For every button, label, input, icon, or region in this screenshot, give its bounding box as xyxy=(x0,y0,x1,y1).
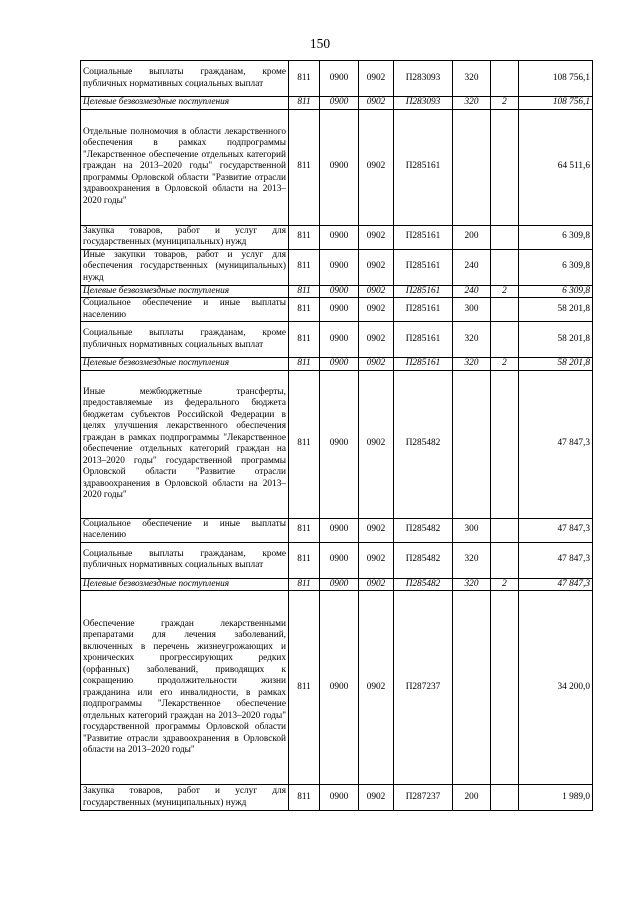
row-name-cell: Социальные выплаты гражданам, кроме публичных нормативных социальных выплат xyxy=(81,61,289,97)
source-code-cell xyxy=(491,591,519,785)
subsection-code-cell: 0902 xyxy=(359,370,394,518)
source-code-cell xyxy=(491,109,519,225)
source-code-cell xyxy=(491,249,519,285)
row-name-cell: Социальные выплаты гражданам, кроме публичных нормативных социальных выплат xyxy=(81,542,289,578)
ministry-code-cell: 811 xyxy=(289,518,320,542)
table-row xyxy=(81,97,593,110)
source-code-cell: 2 xyxy=(491,578,519,591)
source-code-cell xyxy=(491,322,519,358)
row-name-cell: Иные закупки товаров, работ и услуг для обеспечения государственных (муниципальных) нужд xyxy=(81,249,289,285)
source-code-cell xyxy=(491,298,519,322)
amount-cell: 34 200,0 xyxy=(519,591,593,785)
row-name-cell: Социальные выплаты гражданам, кроме публичных нормативных социальных выплат xyxy=(81,322,289,358)
section-code-cell: 0900 xyxy=(320,298,359,322)
target-article-code-cell: П285482 xyxy=(394,578,453,591)
target-article-code-cell: П287237 xyxy=(394,785,453,811)
subsection-code-cell: 0902 xyxy=(359,109,394,225)
table-row xyxy=(81,591,593,785)
row-name-cell: Социальное обеспечение и иные выплаты населению xyxy=(81,298,289,322)
expense-type-code-cell: 300 xyxy=(453,298,491,322)
expense-type-code-cell xyxy=(453,591,491,785)
amount-cell: 58 201,8 xyxy=(519,322,593,358)
section-code-cell: 0900 xyxy=(320,370,359,518)
section-code-cell: 0900 xyxy=(320,97,359,110)
target-article-code-cell: П285482 xyxy=(394,542,453,578)
row-name-cell: Обеспечение граждан лекарственными препаратами для лечения заболеваний, включенных в перечень жизнеугрожающих и хронических прогрессирующих редких (орфанных) заболеваний, приводящих к сокращению продолжительности жизни гражданина или его инвалидности, в рамках подпрограммы "Лекарственное обеспечение отдельных категорий граждан на 2013–2020 годы" государственной программы Орловской области "Развитие отрасли здравоохранения в Орловской области на 2013–2020 годы" xyxy=(81,591,289,785)
target-article-code-cell: П287237 xyxy=(394,591,453,785)
source-code-cell xyxy=(491,370,519,518)
amount-cell: 108 756,1 xyxy=(519,61,593,97)
subsection-code-cell: 0902 xyxy=(359,591,394,785)
section-code-cell: 0900 xyxy=(320,322,359,358)
ministry-code-cell: 811 xyxy=(289,542,320,578)
target-article-code-cell: П285161 xyxy=(394,298,453,322)
amount-cell: 108 756,1 xyxy=(519,97,593,110)
source-code-cell xyxy=(491,225,519,249)
expense-type-code-cell xyxy=(453,109,491,225)
target-article-code-cell: П285482 xyxy=(394,370,453,518)
section-code-cell: 0900 xyxy=(320,518,359,542)
expense-type-code-cell: 240 xyxy=(453,285,491,298)
row-name-cell: Целевые безвозмездные поступления xyxy=(81,578,289,591)
table-row xyxy=(81,578,593,591)
section-code-cell: 0900 xyxy=(320,249,359,285)
source-code-cell xyxy=(491,61,519,97)
section-code-cell: 0900 xyxy=(320,285,359,298)
target-article-code-cell: П285161 xyxy=(394,109,453,225)
subsection-code-cell: 0902 xyxy=(359,542,394,578)
amount-cell: 1 989,0 xyxy=(519,785,593,811)
table-row xyxy=(81,542,593,578)
subsection-code-cell: 0902 xyxy=(359,578,394,591)
ministry-code-cell: 811 xyxy=(289,285,320,298)
row-name-cell: Социальное обеспечение и иные выплаты населению xyxy=(81,518,289,542)
subsection-code-cell: 0902 xyxy=(359,225,394,249)
target-article-code-cell: П285161 xyxy=(394,358,453,371)
row-name-cell: Целевые безвозмездные поступления xyxy=(81,97,289,110)
target-article-code-cell: П285161 xyxy=(394,322,453,358)
budget-table xyxy=(80,60,593,811)
table-row xyxy=(81,298,593,322)
table-row xyxy=(81,370,593,518)
section-code-cell: 0900 xyxy=(320,225,359,249)
section-code-cell: 0900 xyxy=(320,61,359,97)
subsection-code-cell: 0902 xyxy=(359,285,394,298)
amount-cell: 47 847,3 xyxy=(519,542,593,578)
target-article-code-cell: П283093 xyxy=(394,97,453,110)
expense-type-code-cell: 240 xyxy=(453,249,491,285)
row-name-cell: Целевые безвозмездные поступления xyxy=(81,285,289,298)
ministry-code-cell: 811 xyxy=(289,322,320,358)
amount-cell: 58 201,8 xyxy=(519,298,593,322)
amount-cell: 47 847,3 xyxy=(519,578,593,591)
ministry-code-cell: 811 xyxy=(289,225,320,249)
source-code-cell: 2 xyxy=(491,97,519,110)
expense-type-code-cell: 300 xyxy=(453,518,491,542)
source-code-cell xyxy=(491,518,519,542)
amount-cell: 47 847,3 xyxy=(519,370,593,518)
amount-cell: 6 309,8 xyxy=(519,249,593,285)
ministry-code-cell: 811 xyxy=(289,358,320,371)
page-number: 150 xyxy=(309,36,331,51)
table-row xyxy=(81,285,593,298)
table-row xyxy=(81,225,593,249)
row-name-cell: Целевые безвозмездные поступления xyxy=(81,358,289,371)
ministry-code-cell: 811 xyxy=(289,785,320,811)
target-article-code-cell: П285482 xyxy=(394,518,453,542)
subsection-code-cell: 0902 xyxy=(359,61,394,97)
expense-type-code-cell: 320 xyxy=(453,578,491,591)
row-name-cell: Отдельные полномочия в области лекарственного обеспечения в рамках подпрограммы "Лекарственное обеспечение отдельных категорий граждан на 2013–2020 годы" государственной программы Орловской области "Развитие отрасли здравоохранения в Орловской области на 2013–2020 годы" xyxy=(81,109,289,225)
amount-cell: 6 309,8 xyxy=(519,285,593,298)
table-row xyxy=(81,322,593,358)
row-name-cell: Закупка товаров, работ и услуг для государственных (муниципальных) нужд xyxy=(81,785,289,811)
subsection-code-cell: 0902 xyxy=(359,518,394,542)
expense-type-code-cell: 320 xyxy=(453,542,491,578)
table-row xyxy=(81,518,593,542)
ministry-code-cell: 811 xyxy=(289,298,320,322)
ministry-code-cell: 811 xyxy=(289,249,320,285)
ministry-code-cell: 811 xyxy=(289,109,320,225)
section-code-cell: 0900 xyxy=(320,578,359,591)
expense-type-code-cell: 320 xyxy=(453,322,491,358)
amount-cell: 47 847,3 xyxy=(519,518,593,542)
section-code-cell: 0900 xyxy=(320,542,359,578)
row-name-cell: Закупка товаров, работ и услуг для государственных (муниципальных) нужд xyxy=(81,225,289,249)
table-row xyxy=(81,249,593,285)
subsection-code-cell: 0902 xyxy=(359,97,394,110)
expense-type-code-cell xyxy=(453,370,491,518)
table-body xyxy=(81,61,593,811)
ministry-code-cell: 811 xyxy=(289,578,320,591)
source-code-cell: 2 xyxy=(491,285,519,298)
expense-type-code-cell: 320 xyxy=(453,97,491,110)
expense-type-code-cell: 320 xyxy=(453,358,491,371)
subsection-code-cell: 0902 xyxy=(359,298,394,322)
source-code-cell: 2 xyxy=(491,358,519,371)
target-article-code-cell: П283093 xyxy=(394,61,453,97)
ministry-code-cell: 811 xyxy=(289,97,320,110)
subsection-code-cell: 0902 xyxy=(359,358,394,371)
ministry-code-cell: 811 xyxy=(289,61,320,97)
section-code-cell: 0900 xyxy=(320,109,359,225)
expense-type-code-cell: 200 xyxy=(453,225,491,249)
expense-type-code-cell: 320 xyxy=(453,61,491,97)
row-name-cell: Иные межбюджетные трансферты, предоставляемые из федерального бюджета бюджетам субъектов Российской Федерации в целях улучшения лекарственного обеспечения граждан в рамках подпрограммы "Лекарственное обеспечение отдельных категорий граждан на 2013–2020 годы" государственной программы Орловской области "Развитие отрасли здравоохранения в Орловской области на 2013–2020 годы" xyxy=(81,370,289,518)
amount-cell: 6 309,8 xyxy=(519,225,593,249)
amount-cell: 64 511,6 xyxy=(519,109,593,225)
section-code-cell: 0900 xyxy=(320,591,359,785)
table-row xyxy=(81,61,593,97)
subsection-code-cell: 0902 xyxy=(359,785,394,811)
target-article-code-cell: П285161 xyxy=(394,285,453,298)
table-row xyxy=(81,109,593,225)
subsection-code-cell: 0902 xyxy=(359,249,394,285)
source-code-cell xyxy=(491,542,519,578)
ministry-code-cell: 811 xyxy=(289,591,320,785)
source-code-cell xyxy=(491,785,519,811)
section-code-cell: 0900 xyxy=(320,358,359,371)
target-article-code-cell: П285161 xyxy=(394,225,453,249)
expense-type-code-cell: 200 xyxy=(453,785,491,811)
subsection-code-cell: 0902 xyxy=(359,322,394,358)
target-article-code-cell: П285161 xyxy=(394,249,453,285)
table-row xyxy=(81,358,593,371)
amount-cell: 58 201,8 xyxy=(519,358,593,371)
section-code-cell: 0900 xyxy=(320,785,359,811)
ministry-code-cell: 811 xyxy=(289,370,320,518)
table-row xyxy=(81,785,593,811)
